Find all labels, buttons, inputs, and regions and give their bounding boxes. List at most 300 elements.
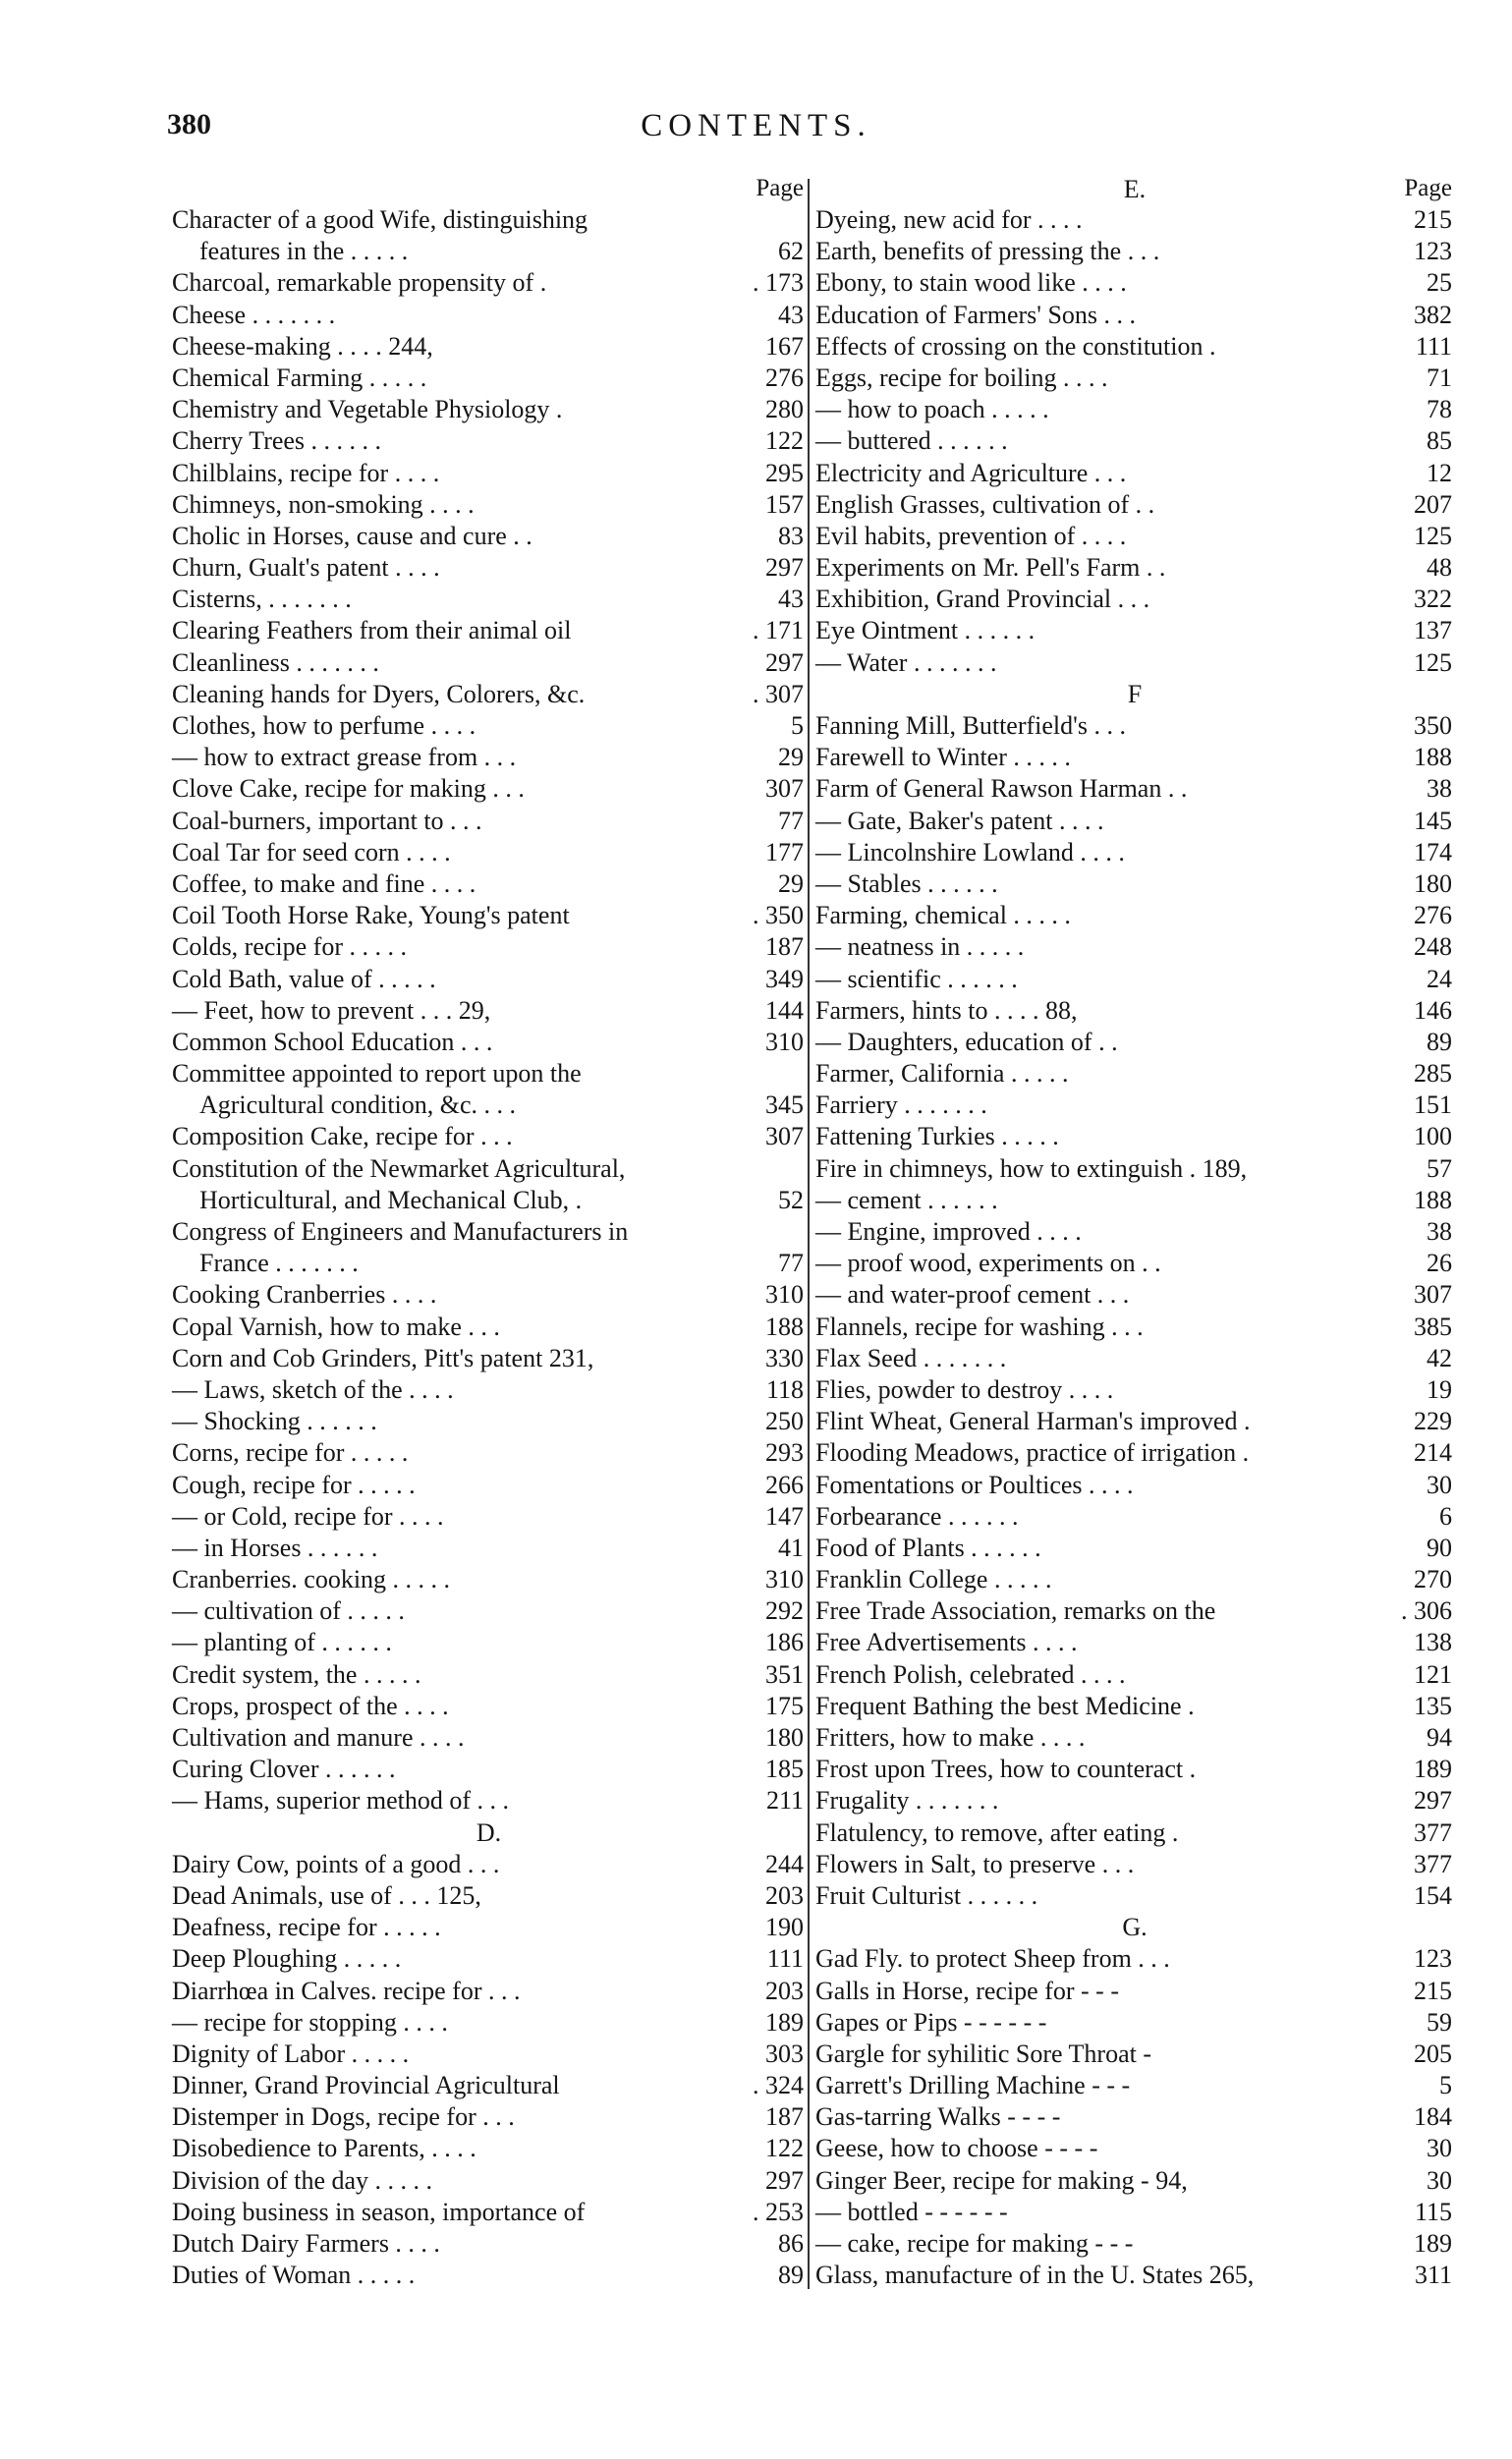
entry-title: Cholic in Horses, cause and cure . . bbox=[172, 521, 532, 550]
index-entry bbox=[172, 236, 806, 267]
entry-title: Experiments on Mr. Pell's Farm . . bbox=[815, 553, 1166, 583]
section-letter bbox=[815, 1912, 1454, 1943]
entry-title: Ginger Beer, recipe for making - 94, bbox=[815, 2165, 1188, 2195]
entry-title: features in the . . . . . bbox=[199, 237, 409, 266]
index-entry bbox=[815, 1058, 1454, 1090]
index-entry bbox=[172, 1153, 806, 1185]
entry-title: — proof wood, experiments on . . bbox=[815, 1249, 1161, 1278]
entry-title: — Water . . . . . . . bbox=[815, 647, 997, 677]
entry-title: Farm of General Rawson Harman . . bbox=[815, 774, 1188, 804]
entry-page-number: 276 bbox=[1410, 900, 1452, 931]
index-entry bbox=[815, 2228, 1454, 2260]
entry-page-number: 244 bbox=[761, 1849, 804, 1880]
left-entry-list bbox=[172, 204, 806, 2291]
entry-title: Exhibition, Grand Provincial . . . bbox=[815, 585, 1150, 614]
index-entry bbox=[172, 521, 806, 552]
entry-title: Fattening Turkies . . . . . bbox=[815, 1122, 1059, 1151]
index-entry bbox=[172, 1912, 806, 1943]
entry-title: Chimneys, non-smoking . . . . bbox=[172, 489, 475, 519]
entry-title: Electricity and Agriculture . . . bbox=[815, 458, 1127, 487]
entry-title: Dyeing, new acid for . . . . bbox=[815, 205, 1083, 234]
entry-page-number: 12 bbox=[1423, 458, 1452, 489]
index-entry bbox=[172, 425, 806, 457]
entry-title: — Shocking . . . . . . bbox=[172, 1407, 377, 1436]
index-entry bbox=[815, 1976, 1454, 2007]
index-entry bbox=[815, 1437, 1454, 1469]
entry-page-number: 377 bbox=[1410, 1849, 1452, 1880]
entry-title: Dairy Cow, points of a good . . . bbox=[172, 1849, 500, 1878]
entry-title: Cheese . . . . . . . bbox=[172, 300, 336, 329]
index-entry bbox=[172, 394, 806, 425]
entry-title: Farming, chemical . . . . . bbox=[815, 901, 1071, 930]
entry-page-number: 214 bbox=[1410, 1437, 1452, 1469]
entry-page-number: 137 bbox=[1410, 615, 1452, 646]
index-entry bbox=[815, 1722, 1454, 1754]
index-entry bbox=[172, 773, 806, 805]
index-entry bbox=[815, 2070, 1454, 2101]
entry-title: — how to poach . . . . . bbox=[815, 395, 1049, 424]
entry-page-number: 123 bbox=[1410, 236, 1452, 267]
entry-title: Gargle for syhilitic Sore Throat - bbox=[815, 2039, 1152, 2068]
index-entry bbox=[172, 806, 806, 837]
index-entry bbox=[815, 1153, 1454, 1185]
entry-title: Geese, how to choose - - - - bbox=[815, 2134, 1098, 2163]
entry-title: Curing Clover . . . . . . bbox=[172, 1755, 396, 1784]
index-entry bbox=[815, 394, 1454, 425]
entry-page-number: . 306 bbox=[1397, 1595, 1452, 1627]
index-entry bbox=[815, 806, 1454, 837]
index-entry bbox=[815, 1785, 1454, 1816]
index-entry bbox=[172, 552, 806, 584]
index-entry bbox=[172, 1216, 806, 1248]
entry-title: Common School Education . . . bbox=[172, 1027, 493, 1056]
index-entry bbox=[172, 1185, 806, 1216]
entry-page-number: . 307 bbox=[749, 679, 804, 710]
entry-page-number: 175 bbox=[761, 1691, 804, 1722]
entry-title: Agricultural condition, &c. . . . bbox=[199, 1090, 517, 1120]
entry-title: Committee appointed to report upon the bbox=[172, 1059, 582, 1089]
entry-page-number: 307 bbox=[761, 773, 804, 805]
entry-page-number: 188 bbox=[1410, 1185, 1452, 1216]
entry-title: — or Cold, recipe for . . . . bbox=[172, 1501, 444, 1531]
entry-title: — Stables . . . . . . bbox=[815, 868, 998, 898]
index-entry bbox=[815, 900, 1454, 931]
index-entry bbox=[815, 615, 1454, 646]
entry-title: Cranberries. cooking . . . . . bbox=[172, 1565, 451, 1594]
entry-page-number: 26 bbox=[1423, 1248, 1452, 1279]
index-entry bbox=[172, 931, 806, 963]
index-entry bbox=[815, 964, 1454, 995]
entry-page-number: 295 bbox=[761, 458, 804, 489]
index-entry bbox=[815, 1501, 1454, 1533]
entry-title: Clove Cake, recipe for making . . . bbox=[172, 774, 525, 804]
entry-page-number: 145 bbox=[1410, 806, 1452, 837]
index-entry bbox=[815, 489, 1454, 521]
entry-title: Distemper in Dogs, recipe for . . . bbox=[172, 2102, 515, 2132]
index-entry bbox=[815, 1564, 1454, 1595]
entry-title: Flies, powder to destroy . . . . bbox=[815, 1374, 1114, 1404]
index-entry bbox=[172, 1027, 806, 1058]
entry-title: Fruit Culturist . . . . . . bbox=[815, 1880, 1038, 1910]
index-entry bbox=[815, 331, 1454, 363]
entry-page-number: 100 bbox=[1410, 1121, 1452, 1152]
entry-title: Horticultural, and Mechanical Club, . bbox=[199, 1185, 583, 1214]
entry-page-number: 174 bbox=[1410, 837, 1452, 868]
index-entry bbox=[815, 300, 1454, 331]
entry-title: Cold Bath, value of . . . . . bbox=[172, 964, 436, 993]
entry-title: Cherry Trees . . . . . . bbox=[172, 426, 382, 456]
entry-page-number: 147 bbox=[761, 1501, 804, 1533]
entry-page-number: 190 bbox=[761, 1912, 804, 1943]
index-entry bbox=[815, 1406, 1454, 1437]
entry-title: Deep Ploughing . . . . . bbox=[172, 1944, 402, 1974]
entry-page-number: 293 bbox=[761, 1437, 804, 1469]
entry-page-number: 250 bbox=[761, 1406, 804, 1437]
entry-title: Farewell to Winter . . . . . bbox=[815, 743, 1071, 772]
section-letter bbox=[172, 1817, 806, 1849]
entry-page-number: 303 bbox=[761, 2039, 804, 2070]
index-entry bbox=[172, 742, 806, 773]
entry-title: Corns, recipe for . . . . . bbox=[172, 1438, 409, 1468]
entry-title: Flannels, recipe for washing . . . bbox=[815, 1312, 1144, 1341]
entry-title: Constitution of the Newmarket Agricultural, bbox=[172, 1153, 626, 1183]
entry-title: Cough, recipe for . . . . . bbox=[172, 1470, 416, 1499]
entry-title: — buttered . . . . . . bbox=[815, 426, 1008, 456]
entry-title: Cisterns, . . . . . . . bbox=[172, 585, 352, 614]
entry-page-number: 297 bbox=[761, 552, 804, 584]
entry-title: France . . . . . . . bbox=[199, 1249, 359, 1278]
index-entry bbox=[172, 1976, 806, 2007]
entry-title: Farmer, California . . . . . bbox=[815, 1059, 1069, 1089]
entry-title: Credit system, the . . . . . bbox=[172, 1659, 421, 1689]
index-entry bbox=[815, 1248, 1454, 1279]
index-entry bbox=[815, 521, 1454, 552]
entry-page-number: 351 bbox=[761, 1659, 804, 1691]
entry-page-number: 297 bbox=[761, 647, 804, 679]
index-entry bbox=[172, 1437, 806, 1469]
entry-title: Flatulency, to remove, after eating . bbox=[815, 1817, 1179, 1847]
entry-page-number: 19 bbox=[1423, 1374, 1452, 1406]
index-entry bbox=[815, 2197, 1454, 2228]
entry-title: Fire in chimneys, how to extinguish . 189, bbox=[815, 1153, 1248, 1183]
entry-page-number: . 350 bbox=[749, 900, 804, 931]
entry-title: Frequent Bathing the best Medicine . bbox=[815, 1691, 1195, 1720]
entry-page-number: 186 bbox=[761, 1627, 804, 1658]
section-letter-label: F bbox=[1127, 679, 1143, 708]
entry-title: English Grasses, cultivation of . . bbox=[815, 489, 1155, 519]
entry-page-number: 189 bbox=[1410, 1754, 1452, 1785]
entry-page-number: 77 bbox=[774, 1248, 804, 1279]
index-entry bbox=[172, 331, 806, 363]
entry-title: Fritters, how to make . . . . bbox=[815, 1723, 1086, 1752]
entry-page-number: 310 bbox=[761, 1027, 804, 1058]
entry-page-number: 310 bbox=[761, 1279, 804, 1311]
index-entry bbox=[815, 2260, 1454, 2291]
column-divider bbox=[808, 179, 810, 2289]
entry-title: French Polish, celebrated . . . . bbox=[815, 1659, 1126, 1689]
entry-title: Deafness, recipe for . . . . . bbox=[172, 1913, 441, 1942]
entry-title: Flowers in Salt, to preserve . . . bbox=[815, 1849, 1135, 1878]
index-entry bbox=[172, 2101, 806, 2133]
entry-page-number: 189 bbox=[1410, 2228, 1452, 2260]
index-entry bbox=[172, 489, 806, 521]
index-entry bbox=[815, 1185, 1454, 1216]
entry-page-number: 307 bbox=[761, 1121, 804, 1152]
index-entry bbox=[172, 1691, 806, 1722]
entry-page-number: 382 bbox=[1410, 300, 1452, 331]
index-entry bbox=[815, 1659, 1454, 1691]
index-entry bbox=[172, 868, 806, 900]
entry-page-number: 280 bbox=[761, 394, 804, 425]
index-entry bbox=[815, 1880, 1454, 1912]
index-entry bbox=[172, 2133, 806, 2164]
entry-page-number: 270 bbox=[1410, 1564, 1452, 1595]
entry-title: Flint Wheat, General Harman's improved . bbox=[815, 1407, 1251, 1436]
entry-page-number: 29 bbox=[774, 742, 804, 773]
entry-title: Disobedience to Parents, . . . . bbox=[172, 2134, 476, 2163]
entry-title: — in Horses . . . . . . bbox=[172, 1533, 378, 1562]
index-entry bbox=[172, 615, 806, 646]
index-entry bbox=[815, 2133, 1454, 2164]
entry-page-number: 203 bbox=[761, 1880, 804, 1912]
index-entry bbox=[172, 584, 806, 615]
index-entry bbox=[815, 1533, 1454, 1564]
entry-title: — how to extract grease from . . . bbox=[172, 743, 517, 772]
entry-page-number: 123 bbox=[1410, 1943, 1452, 1975]
entry-page-number: 180 bbox=[1410, 868, 1452, 900]
entry-title: Dead Animals, use of . . . 125, bbox=[172, 1880, 481, 1910]
entry-title: Education of Farmers' Sons . . . bbox=[815, 300, 1137, 329]
index-entry bbox=[815, 236, 1454, 267]
entry-title: Flooding Meadows, practice of irrigation . bbox=[815, 1438, 1250, 1468]
entry-page-number: 30 bbox=[1423, 2165, 1452, 2197]
entry-title: Duties of Woman . . . . . bbox=[172, 2261, 416, 2290]
index-entry bbox=[815, 2039, 1454, 2070]
index-entry bbox=[815, 868, 1454, 900]
left-column-head bbox=[172, 175, 806, 204]
entry-page-number: 122 bbox=[761, 425, 804, 457]
index-entry bbox=[815, 425, 1454, 457]
index-entry bbox=[172, 267, 806, 299]
entry-page-number: 121 bbox=[1410, 1659, 1452, 1691]
entry-page-number: 167 bbox=[761, 331, 804, 363]
entry-page-number: 345 bbox=[761, 1090, 804, 1121]
entry-page-number: 38 bbox=[1423, 773, 1452, 805]
index-entry bbox=[815, 1216, 1454, 1248]
entry-title: Effects of crossing on the constitution . bbox=[815, 331, 1216, 361]
entry-title: — Lincolnshire Lowland . . . . bbox=[815, 837, 1125, 866]
entry-page-number: 111 bbox=[763, 1943, 804, 1975]
entry-page-number: 48 bbox=[1423, 552, 1452, 584]
entry-title: Ebony, to stain wood like . . . . bbox=[815, 268, 1127, 298]
page-column-label: Page bbox=[1404, 175, 1452, 201]
entry-page-number: 285 bbox=[1410, 1058, 1452, 1090]
index-entry bbox=[815, 552, 1454, 584]
entry-page-number: 5 bbox=[1435, 2070, 1452, 2101]
section-letter-label: D. bbox=[476, 1817, 502, 1847]
index-entry bbox=[815, 204, 1454, 236]
page-title: CONTENTS. bbox=[641, 108, 871, 143]
entry-page-number: 180 bbox=[761, 1722, 804, 1754]
index-entry bbox=[815, 1691, 1454, 1722]
entry-title: Free Advertisements . . . . bbox=[815, 1628, 1078, 1657]
index-entry bbox=[815, 647, 1454, 679]
entry-page-number: 43 bbox=[774, 300, 804, 331]
entry-title: Gapes or Pips - - - - - - bbox=[815, 2007, 1047, 2037]
index-entry bbox=[172, 1058, 806, 1090]
index-entry bbox=[172, 1501, 806, 1533]
entry-page-number: 185 bbox=[761, 1754, 804, 1785]
entry-title: Evil habits, prevention of . . . . bbox=[815, 521, 1127, 550]
entry-title: Coil Tooth Horse Rake, Young's patent bbox=[172, 901, 570, 930]
contents-left-column bbox=[172, 175, 806, 2291]
entry-title: — planting of . . . . . . bbox=[172, 1628, 392, 1657]
entry-page-number: 330 bbox=[761, 1343, 804, 1374]
entry-page-number: . 173 bbox=[749, 267, 804, 299]
entry-title: Cheese-making . . . . 244, bbox=[172, 331, 433, 361]
entry-page-number: 266 bbox=[761, 1470, 804, 1501]
entry-page-number: 94 bbox=[1423, 1722, 1452, 1754]
entry-title: — and water-proof cement . . . bbox=[815, 1280, 1130, 1310]
index-entry bbox=[815, 1090, 1454, 1121]
entry-title: Franklin College . . . . . bbox=[815, 1565, 1052, 1594]
index-entry bbox=[815, 2101, 1454, 2133]
page-column-label: Page bbox=[756, 175, 804, 201]
entry-page-number: 144 bbox=[761, 995, 804, 1027]
entry-page-number: 187 bbox=[761, 2101, 804, 2133]
entry-title: Forbearance . . . . . . bbox=[815, 1501, 1019, 1531]
entry-title: Farriery . . . . . . . bbox=[815, 1090, 987, 1120]
entry-page-number: 154 bbox=[1410, 1880, 1452, 1912]
index-entry bbox=[172, 837, 806, 868]
index-entry bbox=[172, 1943, 806, 1975]
entry-title: Eggs, recipe for boiling . . . . bbox=[815, 363, 1108, 392]
entry-page-number: 86 bbox=[774, 2228, 804, 2260]
entry-page-number: 38 bbox=[1423, 1216, 1452, 1248]
entry-title: Frugality . . . . . . . bbox=[815, 1786, 999, 1816]
entry-page-number: 310 bbox=[761, 1564, 804, 1595]
entry-page-number: 62 bbox=[774, 236, 804, 267]
index-entry bbox=[172, 900, 806, 931]
entry-title: Garrett's Drilling Machine - - - bbox=[815, 2071, 1131, 2100]
section-letter bbox=[815, 679, 1454, 710]
entry-page-number: 157 bbox=[761, 489, 804, 521]
index-entry bbox=[172, 2039, 806, 2070]
index-entry bbox=[172, 2197, 806, 2228]
entry-page-number: 215 bbox=[1410, 204, 1452, 236]
entry-title: Gad Fly. to protect Sheep from . . . bbox=[815, 1944, 1170, 1974]
entry-title: Free Trade Association, remarks on the bbox=[815, 1596, 1216, 1626]
index-entry bbox=[172, 1659, 806, 1691]
index-entry bbox=[172, 1279, 806, 1311]
index-entry bbox=[815, 931, 1454, 963]
entry-title: Charcoal, remarkable propensity of . bbox=[172, 268, 547, 298]
entry-title: Congress of Engineers and Manufacturers in bbox=[172, 1217, 629, 1246]
index-entry bbox=[172, 1406, 806, 1437]
entry-title: Earth, benefits of pressing the . . . bbox=[815, 237, 1160, 266]
index-entry bbox=[172, 679, 806, 710]
entry-title: — Engine, improved . . . . bbox=[815, 1217, 1082, 1246]
entry-title: — recipe for stopping . . . . bbox=[172, 2007, 448, 2037]
entry-page-number: 118 bbox=[762, 1374, 804, 1406]
entry-page-number: 377 bbox=[1410, 1817, 1452, 1849]
entry-page-number: 292 bbox=[761, 1595, 804, 1627]
page-header bbox=[0, 108, 1512, 157]
index-entry bbox=[172, 1880, 806, 1912]
index-entry bbox=[815, 710, 1454, 742]
entry-page-number: 349 bbox=[761, 964, 804, 995]
entry-title: Coffee, to make and fine . . . . bbox=[172, 868, 476, 898]
entry-page-number: 307 bbox=[1410, 1279, 1452, 1311]
index-entry bbox=[815, 1027, 1454, 1058]
entry-title: Gas-tarring Walks - - - - bbox=[815, 2102, 1061, 2132]
entry-page-number: 322 bbox=[1410, 584, 1452, 615]
entry-title: Character of a good Wife, distinguishing bbox=[172, 205, 588, 234]
entry-title: Coal Tar for seed corn . . . . bbox=[172, 837, 451, 866]
entry-title: Cleanliness . . . . . . . bbox=[172, 647, 379, 677]
index-entry bbox=[172, 2007, 806, 2039]
entry-page-number: 41 bbox=[774, 1533, 804, 1564]
entry-title: Eye Ointment . . . . . . bbox=[815, 616, 1036, 645]
index-entry bbox=[172, 1849, 806, 1880]
entry-title: Dutch Dairy Farmers . . . . bbox=[172, 2229, 440, 2258]
index-entry bbox=[172, 1470, 806, 1501]
entry-page-number: 89 bbox=[1423, 1027, 1452, 1058]
index-entry bbox=[815, 1343, 1454, 1374]
right-column-head bbox=[815, 175, 1454, 204]
entry-page-number: 71 bbox=[1423, 363, 1452, 394]
index-entry bbox=[172, 2260, 806, 2291]
entry-title: Composition Cake, recipe for . . . bbox=[172, 1122, 513, 1151]
entry-page-number: 385 bbox=[1410, 1312, 1452, 1343]
entry-title: — Feet, how to prevent . . . 29, bbox=[172, 995, 491, 1025]
index-entry bbox=[172, 1121, 806, 1152]
index-entry bbox=[172, 647, 806, 679]
entry-title: — bottled - - - - - - bbox=[815, 2197, 1008, 2226]
entry-page-number: 42 bbox=[1423, 1343, 1452, 1374]
entry-page-number: 29 bbox=[774, 868, 804, 900]
index-entry bbox=[815, 1849, 1454, 1880]
entry-page-number: 248 bbox=[1410, 931, 1452, 963]
entry-title: Diarrhœa in Calves. recipe for . . . bbox=[172, 1976, 521, 2005]
entry-title: Flax Seed . . . . . . . bbox=[815, 1343, 1007, 1372]
index-entry bbox=[172, 1722, 806, 1754]
section-letter-label: G. bbox=[1122, 1913, 1148, 1942]
entry-title: Fomentations or Poultices . . . . bbox=[815, 1470, 1134, 1499]
entry-title: Chemical Farming . . . . . bbox=[172, 363, 427, 392]
index-entry bbox=[815, 1754, 1454, 1785]
entry-title: Dinner, Grand Provincial Agricultural bbox=[172, 2071, 560, 2100]
index-entry bbox=[815, 584, 1454, 615]
entry-page-number: 189 bbox=[761, 2007, 804, 2039]
entry-title: Crops, prospect of the . . . . bbox=[172, 1691, 449, 1720]
index-entry bbox=[172, 1343, 806, 1374]
index-entry bbox=[172, 1090, 806, 1121]
entry-page-number: 83 bbox=[774, 521, 804, 552]
entry-title: Glass, manufacture of in the U. States 265, bbox=[815, 2261, 1255, 2290]
entry-page-number: 115 bbox=[1411, 2197, 1452, 2228]
entry-title: — cement . . . . . . bbox=[815, 1185, 998, 1214]
entry-page-number: 111 bbox=[1412, 331, 1452, 363]
index-entry bbox=[815, 1943, 1454, 1975]
entry-title: Chemistry and Vegetable Physiology . bbox=[172, 395, 563, 424]
index-entry bbox=[172, 1533, 806, 1564]
entry-title: Clearing Feathers from their animal oil bbox=[172, 616, 572, 645]
index-entry bbox=[172, 204, 806, 236]
index-entry bbox=[815, 1121, 1454, 1152]
entry-page-number: 187 bbox=[761, 931, 804, 963]
entry-page-number: 77 bbox=[774, 806, 804, 837]
